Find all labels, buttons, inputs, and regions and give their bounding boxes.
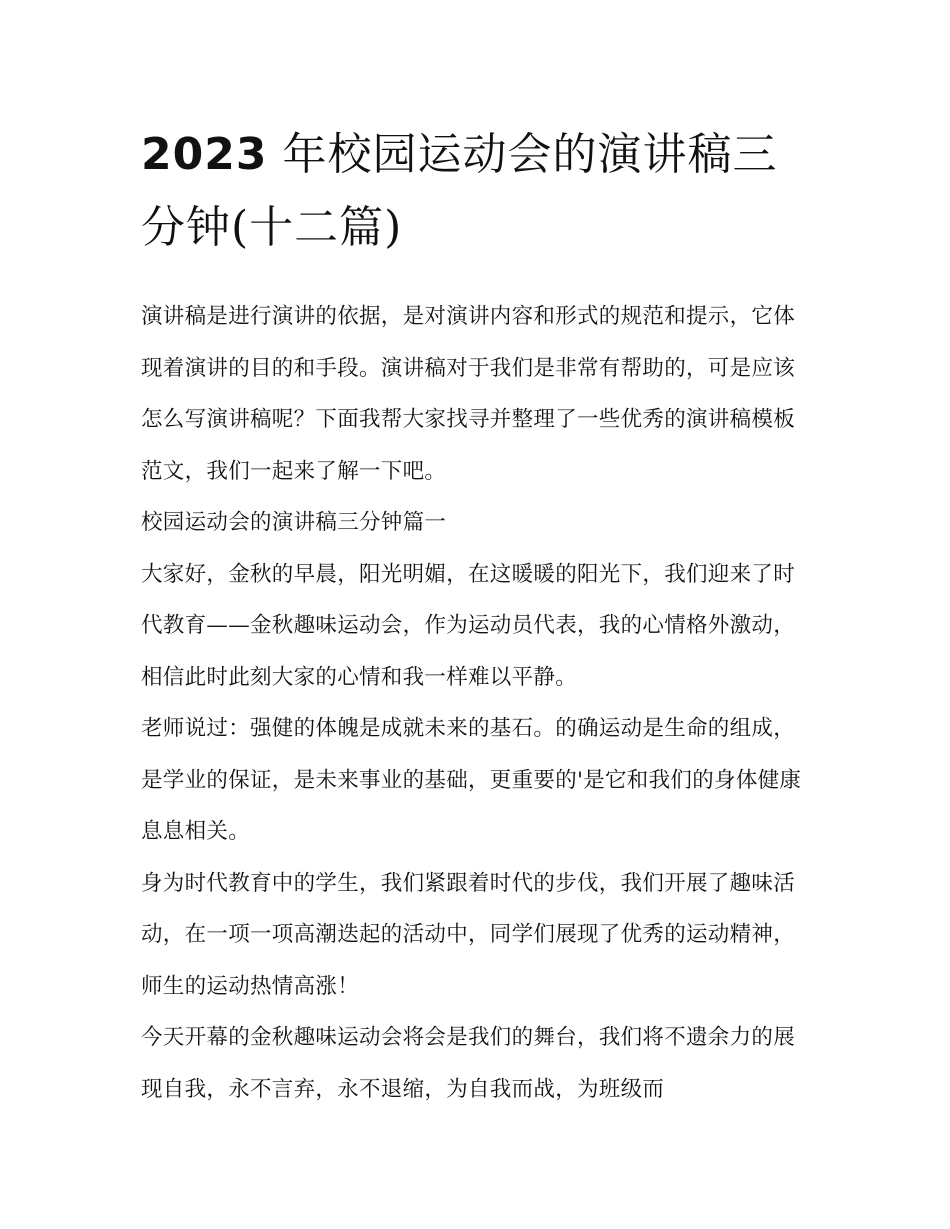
document-title bbox=[141, 118, 813, 264]
body-paragraph: 大家好，金秋的早晨，阳光明媚，在这暖暖的阳光下，我们迎来了时代教育——金秋趣味运动会，作为运动员代表，我的心情格外激动，相信此时此刻大家的心情和我一样难以平静。 bbox=[141, 561, 796, 690]
title-year: 2023 bbox=[141, 129, 268, 180]
body-paragraph: 身为时代教育中的学生，我们紧跟着时代的步伐，我们开展了趣味活动，在一项一项高潮迭起的活动中，同学们展现了优秀的运动精神，师生的运动热情高涨！ bbox=[141, 870, 796, 999]
body-paragraph: 今天开幕的金秋趣味运动会将会是我们的舞台，我们将不遗余力的展现自我，永不言弃，永不退缩，为自我而战，为班级而 bbox=[141, 1025, 796, 1102]
intro-paragraph: 演讲稿是进行演讲的依据，是对演讲内容和形式的规范和提示，它体现着演讲的目的和手段。演讲稿对于我们是非常有帮助的，可是应该怎么写演讲稿呢？下面我帮大家找寻并整理了一些优秀的演讲稿模板范文，我们一起来了解一下吧。 bbox=[141, 304, 796, 484]
body-paragraph: 老师说过：强健的体魄是成就未来的基石。的确运动是生命的组成，是学业的保证，是未来事业的基础，更重要的'是它和我们的身体健康息息相关。 bbox=[141, 716, 802, 844]
document-body bbox=[141, 291, 813, 1115]
title-text: 年校园运动会的演讲稿三分钟(十二篇) bbox=[141, 129, 778, 253]
document-page bbox=[141, 118, 813, 1115]
section-heading: 校园运动会的演讲稿三分钟篇一 bbox=[141, 510, 447, 535]
